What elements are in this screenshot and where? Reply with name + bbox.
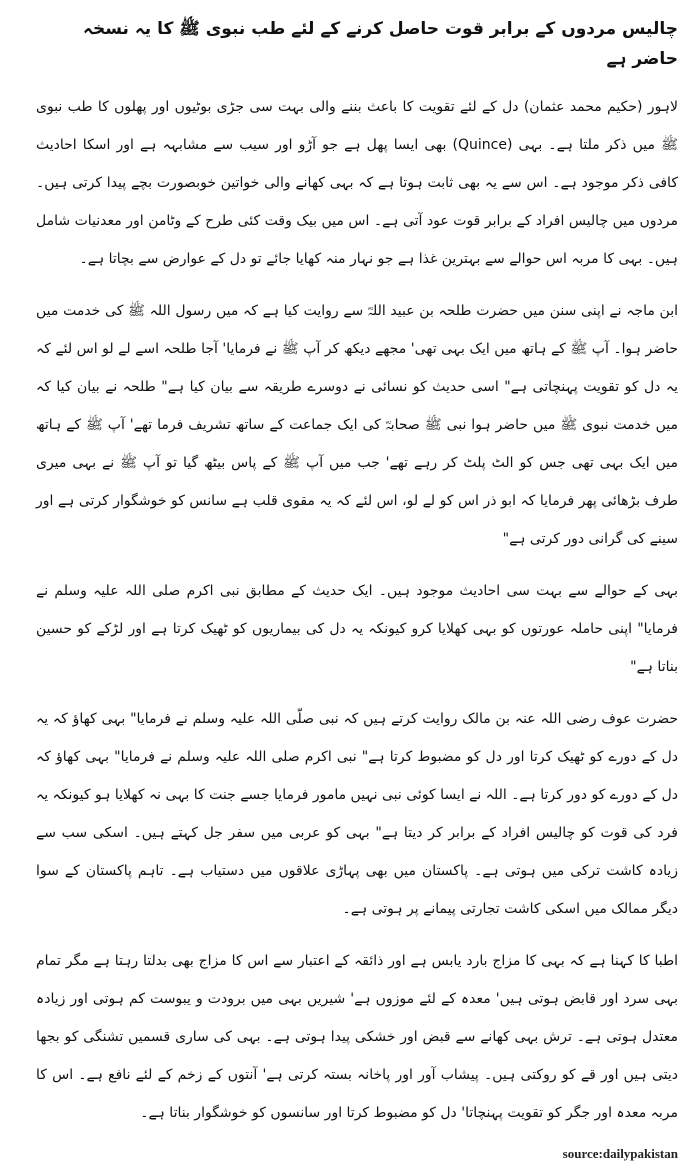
paragraph-hazrat-auf: حضرت عوف رضی اللہ عنہ بن مالک روایت کرتے ہیں کہ نبی صلّی اللہ علیہ وسلم نے فرمایا" بہی کھاؤ کہ یہ دل کے دورے کو ٹھیک کرتا اور دل کو مضبوط کرتا ہے" نبی اکرم صلی اللہ علیہ وسلم نے فرمایا" بہی کھاؤ کہ دل کے دورے کو دور کرتا ہے۔ اللہ نے ایسا کوئی نبی نہیں مامور فرمایا جسے جنت کا بہی نہ کھلایا ہو کیونکہ یہ فرد کی قوت کو چالیس افراد کے برابر کر دیتا ہے" بہی کو عربی میں سفر جل کہتے ہیں۔ اسکی سب سے زیادہ کاشت ترکی میں ہوتی ہے۔ پاکستان میں بھی پہاڑی علاقوں میں دستیاب ہے۔ تاہم پاکستان کے سوا دیگر ممالک میں اسکی کاشت تجارتی پیمانے پر ہوتی ہے۔: [36, 711, 678, 917]
paragraph-intro: لاہور (حکیم محمد عثمان) دل کے لئے تقویت کا باعث بننے والی بہت سی جڑی بوٹیوں اور پھلوں کا طب نبوی ﷺ میں ذکر ملتا ہے۔ بہی (Quince) بھی ایسا پھل ہے جو آڑو اور سیب سے مشابہہ ہے اور اسکا احادیث کافی ذکر موجود ہے۔ اس سے یہ بھی ثابت ہوتا ہے کہ بہی کھانے والی خواتین خوبصورت بچے پیدا کرتی ہیں۔ مردوں میں چالیس افراد کے برابر قوت عود آتی ہے۔ اس میں بیک وقت کئی طرح کے وٹامن اور معدنیات شامل ہیں۔ بہی کا مربہ اس حوالے سے بہترین غذا ہے جو نہار منہ کھایا جائے تو دل کے عوارض سے بچاتا ہے۔: [36, 99, 678, 267]
paragraph-ibn-majah: ابن ماجہ نے اپنی سنن میں حضرت طلحہ بن عبید اللہؓ سے روایت کیا ہے کہ میں رسول اللہ ﷺ کی خدمت میں حاضر ہوا۔ آپ ﷺ کے ہاتھ میں ایک بہی تھی' مجھے دیکھ کر آپ ﷺ نے فرمایا' آجا طلحہ اسے لے لو اس لئے کہ یہ دل کو تقویت پہنچاتی ہے" اسی حدیث کو نسائی نے دوسرے طریقہ سے بیان کیا ہے" طلحہ نے بیان کیا کہ میں خدمت نبوی ﷺ میں حاضر ہوا نبی ﷺ صحابہؓ کی ایک جماعت کے ساتھ تشریف فرما تھے' آپ ﷺ کے ہاتھ میں ایک بہی تھی جس کو الٹ پلٹ کر رہے تھے' جب میں آپ ﷺ کے پاس بیٹھ گیا تو آپ ﷺ نے بہی میری طرف بڑھائی پھر فرمایا کہ ابو ذر اس کو لے لو، اس لئے کہ یہ مقوی قلب ہے سانس کو خوشگوار کرتی ہے اور سینے کی گرانی دور کرتی ہے": [36, 303, 678, 547]
paragraph-atibba: اطبا کا کہنا ہے کہ بہی کا مزاج بارد یابس ہے اور ذائقہ کے اعتبار سے اس کا مزاج بھی بدلتا رہتا ہے مگر تمام بہی سرد اور قابض ہوتی ہیں' معدہ کے لئے موزوں ہے' شیریں بہی میں برودت و یبوست کم ہوتی اور زیادہ معتدل ہوتی ہے۔ ترش بہی کھانے سے قبض اور خشکی پیدا ہوتی ہے۔ بہی کی ساری قسمیں تشنگی کو بجھا دیتی ہیں اور قے کو روکتی ہیں۔ پیشاب آور اور پاخانہ بستہ کرتی ہے' آنتوں کے زخم کے لئے نافع ہے۔ اس کا مربہ معدہ اور جگر کو تقویت پہنچاتا' دل کو مضبوط کرتا اور سانسوں کو خوشگوار بناتا ہے۔: [36, 953, 678, 1121]
paragraph-hadith: بہی کے حوالے سے بہت سی احادیث موجود ہیں۔ ایک حدیث کے مطابق نبی اکرم صلی اللہ علیہ وسلم نے فرمایا" اپنی حاملہ عورتوں کو بہی کھلایا کرو کیونکہ یہ دل کی بیماریوں کو ٹھیک کرتا ہے اور لڑکے کو حسین بناتا ہے": [36, 583, 678, 675]
article-title: چالیس مردوں کے برابر قوت حاصل کرنے کے لئے طب نبوی ﷺ کا یہ نسخہ حاضر ہے: [83, 19, 678, 69]
source-credit: source:dailypakistan: [562, 1146, 678, 1161]
